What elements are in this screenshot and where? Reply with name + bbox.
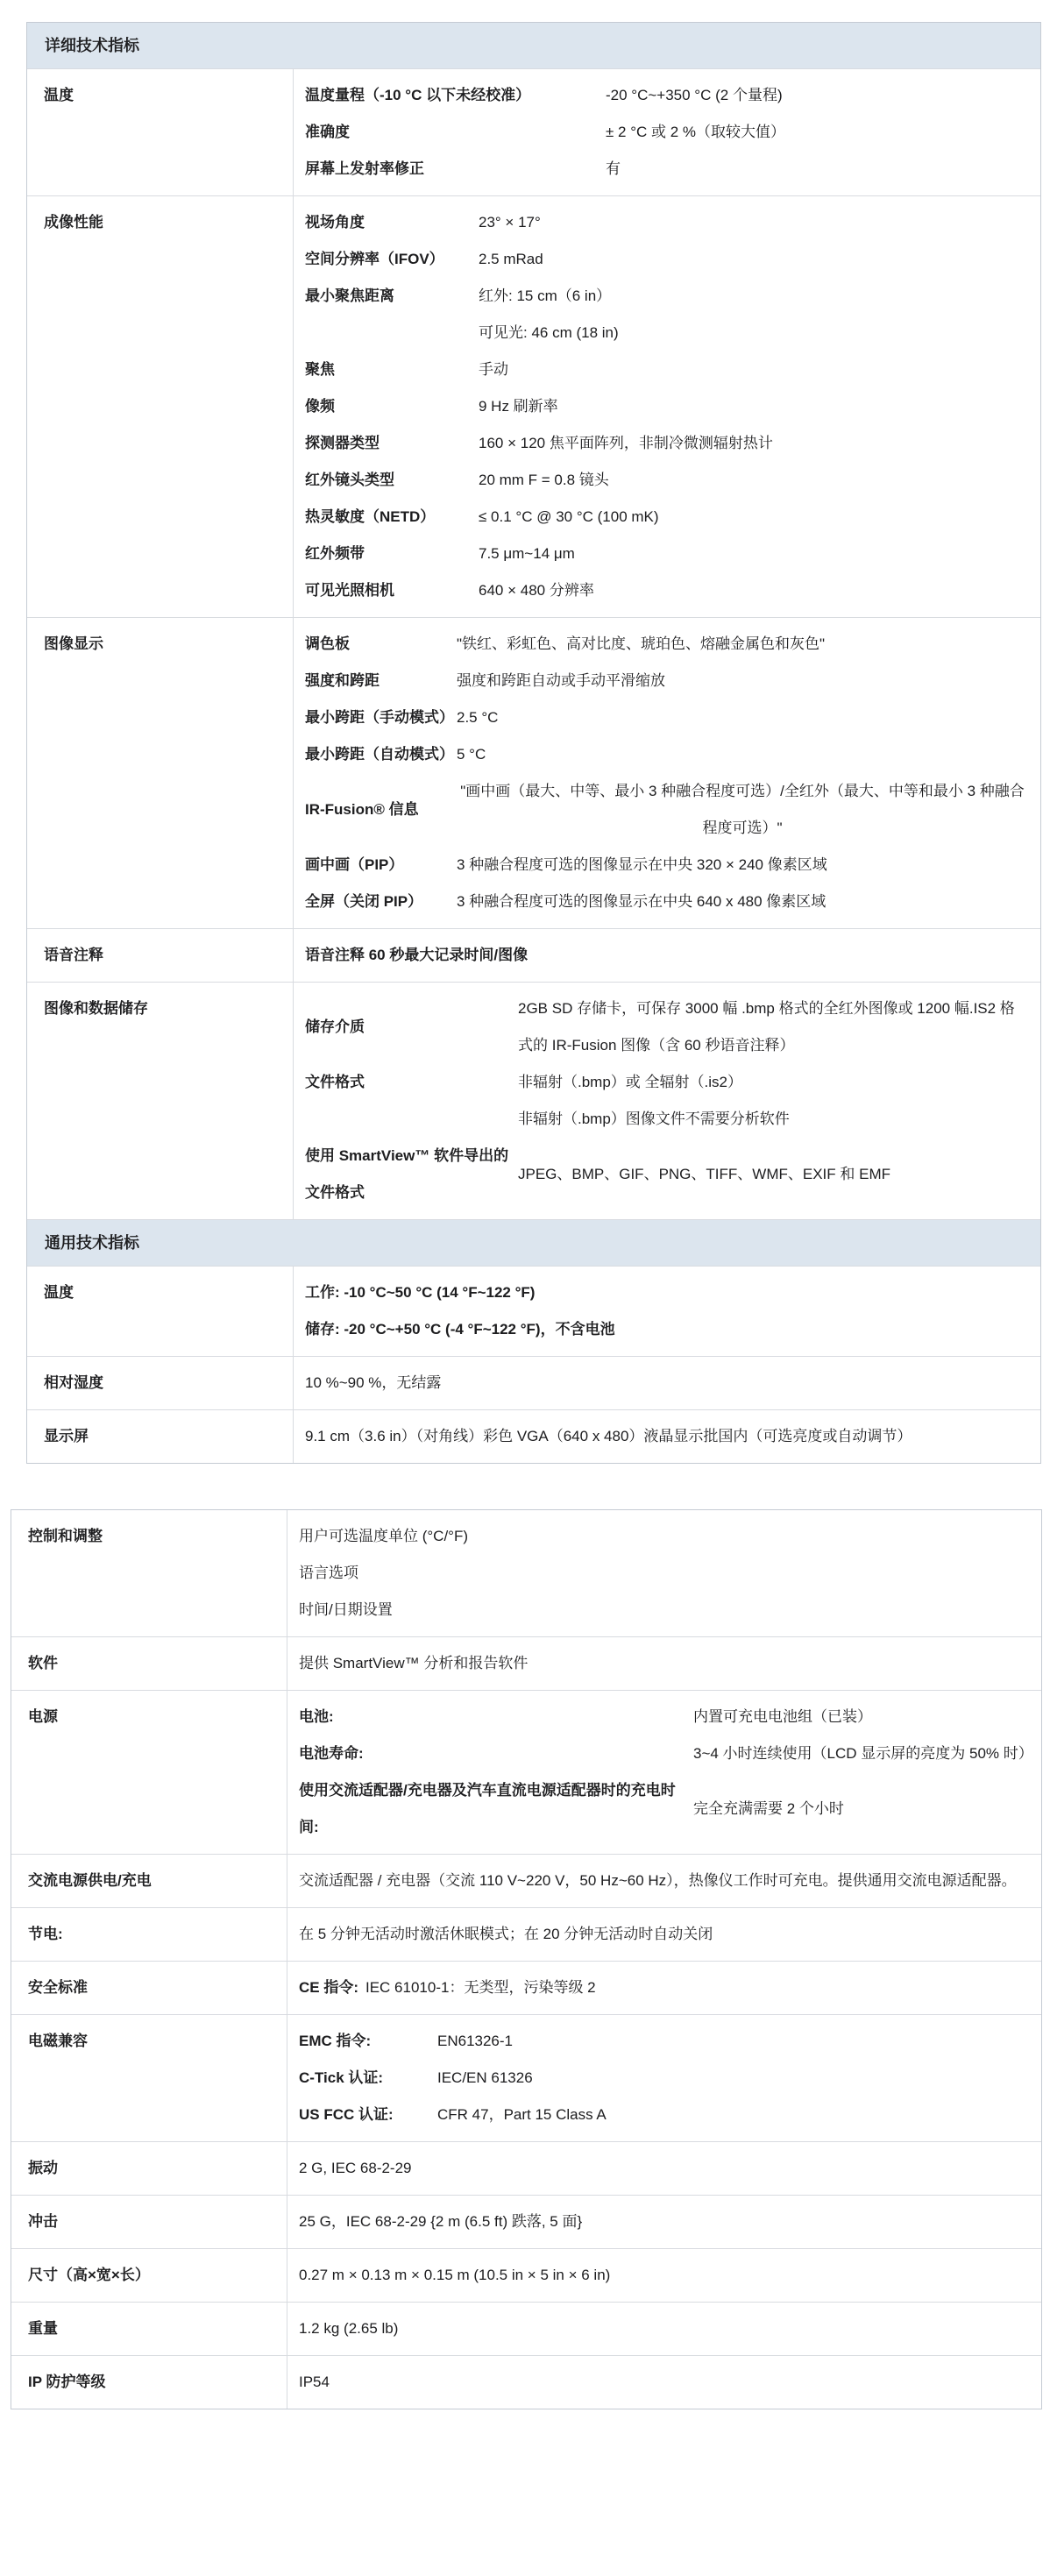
row-label: 尺寸（高×宽×长）: [11, 2249, 287, 2302]
spec-item-key: 空间分辨率（IFOV）: [305, 251, 444, 267]
row-power: [11, 1690, 1041, 1854]
row-label: 成像性能: [27, 196, 294, 617]
row-value: [287, 1637, 1041, 1690]
spec-item: [305, 241, 1028, 278]
spec-item-key: 屏幕上发射率修正: [305, 160, 424, 177]
spec-item: [305, 114, 1028, 151]
spec-item-key: 画中画（PIP）: [305, 856, 404, 873]
spec-item-key: 使用 SmartView™ 软件导出的文件格式: [305, 1147, 509, 1201]
spec-item-value: 9 Hz 刷新率: [479, 398, 558, 415]
row-label: 电源: [11, 1691, 287, 1854]
spec-item-value: 工作: -10 °C~50 °C (14 °F~122 °F): [305, 1284, 536, 1301]
spec-item-key: 最小聚焦距离: [305, 287, 394, 304]
row-image-data-storage: [27, 982, 1040, 1219]
spec-item-value: 内置可充电电池组（已装）: [693, 1708, 872, 1725]
row-value: [294, 196, 1040, 617]
row-power-saving: [11, 1907, 1041, 1961]
spec-item-value: 非辐射（.bmp）图像文件不需要分析软件: [518, 1111, 790, 1127]
spec-item-value: 手动: [479, 361, 508, 378]
spec-item-value: -20 °C~+350 °C (2 个量程): [606, 87, 783, 103]
spec-item-key: CE 指令:: [299, 1979, 358, 1996]
row-value: [294, 929, 1040, 982]
row-value: [294, 1410, 1040, 1463]
spec-item-value: 2 G, IEC 68-2-29: [299, 2160, 412, 2176]
spec-item-value: 5 °C: [457, 746, 486, 763]
spec-item-value: "画中画（最大、中等、最小 3 种融合程度可选）/全红外（最大、中等和最小 3 种融合程度可选）": [460, 783, 1025, 836]
spec-item-key: 视场角度: [305, 214, 365, 231]
spec-item-value: 3 种融合程度可选的图像显示在中央 640 x 480 像素区域: [457, 893, 827, 910]
spec-table-primary: [26, 22, 1041, 1464]
spec-item: [305, 736, 1028, 773]
spec-item-key: 可见光照相机: [305, 582, 394, 599]
spec-item-value: 3 种融合程度可选的图像显示在中央 320 × 240 像素区域: [457, 856, 827, 873]
row-label: 控制和调整: [11, 1510, 287, 1636]
spec-item: [305, 773, 1028, 847]
row-general-temperature: [27, 1266, 1040, 1356]
spec-item: [305, 462, 1028, 499]
spec-item-value: 在 5 分钟无活动时激活休眠模式；在 20 分钟无活动时自动关闭: [299, 1926, 713, 1942]
spec-item: [299, 2097, 1029, 2133]
row-value: [287, 2142, 1041, 2195]
spec-item-key: 红外频带: [305, 545, 365, 562]
spec-item-value: 2.5 mRad: [479, 251, 543, 267]
row-label: 振动: [11, 2142, 287, 2195]
spec-item-key: 温度量程（-10 °C 以下未经校准）: [305, 87, 531, 103]
spec-item: [305, 699, 1028, 736]
row-dimensions: [11, 2248, 1041, 2302]
row-label: 安全标准: [11, 1962, 287, 2014]
spec-item-key: 聚焦: [305, 361, 335, 378]
spec-item-value: 储存: -20 °C~+50 °C (-4 °F~122 °F)，不含电池: [305, 1321, 615, 1338]
row-imaging-performance: [27, 195, 1040, 617]
row-ip-rating: [11, 2355, 1041, 2409]
spec-item-value: 0.27 m × 0.13 m × 0.15 m (10.5 in × 5 in × 6 in): [299, 2267, 611, 2283]
row-label: IP 防护等级: [11, 2356, 287, 2409]
section-title: 通用技术指标: [45, 1234, 139, 1252]
row-display-screen: [27, 1409, 1040, 1463]
section-title: 详细技术指标: [45, 37, 139, 54]
row-label: 图像显示: [27, 618, 294, 928]
spec-item-key: 像频: [305, 398, 335, 415]
row-label: 温度: [27, 1267, 294, 1356]
row-label: 图像和数据储存: [27, 983, 294, 1219]
spec-item: [305, 884, 1028, 920]
row-value: [294, 618, 1040, 928]
spec-item: [305, 847, 1028, 884]
row-value: [294, 69, 1040, 195]
spec-item-key: 热灵敏度（NETD）: [305, 508, 436, 525]
row-value: [287, 1962, 1041, 2014]
row-value: [294, 1267, 1040, 1356]
spec-item-value: JPEG、BMP、GIF、PNG、TIFF、WMF、EXIF 和 EMF: [518, 1166, 890, 1182]
spec-item-key: 文件格式: [305, 1074, 365, 1090]
spec-item: [305, 204, 1028, 241]
row-value: [287, 2249, 1041, 2302]
spec-item: [305, 1101, 1028, 1138]
row-label: 语音注释: [27, 929, 294, 982]
spec-item-key: 全屏（关闭 PIP）: [305, 893, 423, 910]
spec-item-value: 160 × 120 焦平面阵列，非制冷微测辐射热计: [479, 435, 773, 451]
spec-item-value: 7.5 μm~14 μm: [479, 545, 575, 562]
spec-item-value: ± 2 °C 或 2 %（取较大值）: [606, 124, 786, 140]
row-label: 温度: [27, 69, 294, 195]
row-safety-standards: [11, 1961, 1041, 2014]
spec-item: [305, 151, 1028, 188]
row-label: 显示屏: [27, 1410, 294, 1463]
row-image-display: [27, 617, 1040, 928]
spec-item-value: CFR 47，Part 15 Class A: [437, 2106, 607, 2123]
spec-item-value: 20 mm F = 0.8 镜头: [479, 472, 609, 488]
spec-item: [299, 1772, 1029, 1846]
row-controls-adjustments: [11, 1510, 1041, 1636]
spec-item-key: 电池:: [299, 1708, 334, 1725]
spec-item-key: 电池寿命:: [299, 1745, 364, 1762]
spec-item-value: 1.2 kg (2.65 lb): [299, 2320, 399, 2337]
spec-item-value: 23° × 17°: [479, 214, 541, 231]
row-voice-annotation: [27, 928, 1040, 982]
spec-item: [305, 278, 1028, 315]
spec-item-key: 探测器类型: [305, 435, 380, 451]
spec-item-value: 提供 SmartView™ 分析和报告软件: [299, 1655, 529, 1671]
spec-item-value: 3~4 小时连续使用（LCD 显示屏的亮度为 50% 时）: [693, 1745, 1033, 1762]
spec-item-key: 最小跨距（手动模式）: [305, 709, 454, 726]
row-value: [294, 983, 1040, 1219]
row-value: [287, 2356, 1041, 2409]
spec-item: [305, 77, 1028, 114]
row-weight: [11, 2302, 1041, 2355]
spec-item-value: 强度和跨距自动或手动平滑缩放: [457, 672, 665, 689]
spec-item-value: 语言选项: [299, 1565, 358, 1581]
row-emc: [11, 2014, 1041, 2141]
spec-item-key: 储存介质: [305, 1018, 365, 1035]
spec-item-value: 640 × 480 分辨率: [479, 582, 594, 599]
spec-item: [299, 1969, 1029, 2006]
spec-item: [305, 1064, 1028, 1101]
spec-item-value: 用户可选温度单位 (°C/°F): [299, 1528, 469, 1544]
row-label: 交流电源供电/充电: [11, 1855, 287, 1907]
row-value: [287, 2303, 1041, 2355]
spec-item: [299, 1699, 1029, 1735]
row-label: 相对湿度: [27, 1357, 294, 1409]
spec-item-value: IEC/EN 61326: [437, 2069, 533, 2086]
row-vibration: [11, 2141, 1041, 2195]
spec-item: [305, 572, 1028, 609]
spec-item-key: 强度和跨距: [305, 672, 380, 689]
spec-item-value: 10 %~90 %，无结露: [305, 1374, 442, 1391]
spec-item-value: 有: [606, 160, 621, 177]
spec-item-value: 可见光: 46 cm (18 in): [479, 324, 619, 341]
spec-item: [305, 626, 1028, 663]
spec-item-value: EN61326-1: [437, 2033, 514, 2049]
row-value: [287, 1691, 1041, 1854]
row-value: [287, 2196, 1041, 2248]
row-software: [11, 1636, 1041, 1690]
row-value: [287, 1855, 1041, 1907]
row-label: 电磁兼容: [11, 2015, 287, 2141]
spec-item-value: 语音注释 60 秒最大记录时间/图像: [305, 947, 529, 963]
spec-item-key: IR-Fusion® 信息: [305, 801, 419, 818]
row-label: 节电:: [11, 1908, 287, 1961]
spec-item-key: EMC 指令:: [299, 2033, 372, 2049]
row-value: [287, 1908, 1041, 1961]
row-label: 软件: [11, 1637, 287, 1690]
row-label: 冲击: [11, 2196, 287, 2248]
section-header-detailed: [27, 23, 1040, 68]
row-relative-humidity: [27, 1356, 1040, 1409]
spec-item-key: C-Tick 认证:: [299, 2069, 384, 2086]
spec-item-value: 红外: 15 cm（6 in）: [479, 287, 612, 304]
spec-item-key: US FCC 认证:: [299, 2106, 394, 2123]
spec-item: [305, 536, 1028, 572]
spec-item-key: 使用交流适配器/充电器及汽车直流电源适配器时的充电时间:: [299, 1782, 676, 1835]
spec-item: [305, 990, 1028, 1064]
row-temperature: [27, 68, 1040, 195]
row-value: [287, 1510, 1041, 1636]
spec-item: [305, 351, 1028, 388]
spec-item-key: 准确度: [305, 124, 350, 140]
spec-item-value: 25 G，IEC 68-2-29 {2 m (6.5 ft) 跌落, 5 面}: [299, 2213, 583, 2230]
row-ac-power-charging: [11, 1854, 1041, 1907]
row-value: [294, 1357, 1040, 1409]
spec-item: [299, 2023, 1029, 2060]
spec-item-value: 交流适配器 / 充电器（交流 110 V~220 V，50 Hz~60 Hz），热像仪工作时可充电。提供通用交流电源适配器。: [299, 1872, 1017, 1889]
spec-item-key: 最小跨距（自动模式）: [305, 746, 454, 763]
spec-item: [299, 1735, 1033, 1772]
spec-item: [305, 499, 1028, 536]
row-value: [287, 2015, 1041, 2141]
spec-item: [305, 425, 1028, 462]
spec-item-value: 完全充满需要 2 个小时: [693, 1800, 844, 1817]
spec-item-value: 非辐射（.bmp）或 全辐射（.is2）: [518, 1074, 742, 1090]
spec-item-value: IP54: [299, 2374, 330, 2390]
spec-item-value: ≤ 0.1 °C @ 30 °C (100 mK): [479, 508, 659, 525]
spec-item-value: IEC 61010-1：无类型，污染等级 2: [365, 1979, 596, 1996]
spec-item: [305, 663, 1028, 699]
spec-item-value: "铁红、彩虹色、高对比度、琥珀色、熔融金属色和灰色": [457, 635, 826, 652]
spec-item-value: 9.1 cm（3.6 in）（对角线）彩色 VGA（640 x 480）液晶显示批国内（可选亮度或自动调节）: [305, 1428, 912, 1444]
spec-item: [305, 1138, 1028, 1211]
spec-item: [305, 388, 1028, 425]
spec-item-key: 调色板: [305, 635, 350, 652]
row-label: 重量: [11, 2303, 287, 2355]
spec-item: [299, 2060, 1029, 2097]
spec-item-value: 2.5 °C: [457, 709, 499, 726]
spec-item-value: 时间/日期设置: [299, 1601, 393, 1618]
spec-item: [305, 315, 1028, 351]
row-shock: [11, 2195, 1041, 2248]
section-header-general: [27, 1219, 1040, 1266]
spec-table-secondary: [11, 1509, 1042, 2409]
spec-item-key: 红外镜头类型: [305, 472, 394, 488]
spec-item-value: 2GB SD 存储卡，可保存 3000 幅 .bmp 格式的全红外图像或 1200 幅.IS2 格式的 IR-Fusion 图像（含 60 秒语音注释）: [518, 1000, 1015, 1054]
